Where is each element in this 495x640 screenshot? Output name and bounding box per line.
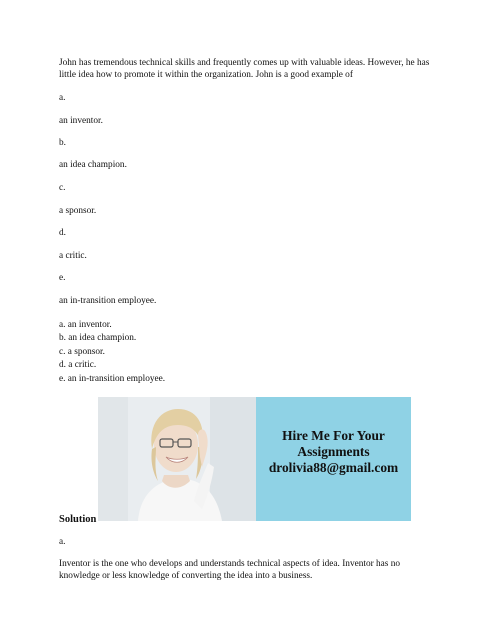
option-letter-b: b. [59, 138, 66, 148]
advert-line-1: Hire Me For Your [282, 428, 385, 443]
option-text-c: a sponsor. [59, 206, 97, 216]
option-text-a: an inventor. [59, 116, 103, 126]
summary-line-b: b. an idea champion. [59, 333, 137, 343]
question-text: John has tremendous technical skills and frequently comes up with valuable ideas. However, he has little idea how to promote it within the organization. John is a good example of [59, 58, 430, 80]
advert-email: drolivia88@gmail.com [268, 460, 399, 475]
option-text-e: an in-transition employee. [59, 296, 157, 306]
summary-line-d: d. a critic. [59, 360, 97, 370]
option-letter-a: a. [59, 93, 66, 103]
summary-line-e: e. an in-transition employee. [59, 374, 166, 384]
advertisement-banner [98, 397, 411, 521]
woman-photo [98, 397, 256, 521]
advert-line-2: Assignments [297, 444, 370, 459]
option-letter-e: e. [59, 273, 66, 283]
solution-heading: Solution [59, 514, 97, 525]
summary-line-a: a. an inventor. [59, 320, 112, 330]
option-letter-d: d. [59, 228, 66, 238]
solution-explanation: Inventor is the one who develops and understands technical aspects of idea. Inventor has no knowledge or less knowledge of converting the idea into a business. [59, 559, 401, 581]
advert-text-panel [256, 397, 411, 521]
option-letter-c: c. [59, 183, 66, 193]
option-text-d: a critic. [59, 251, 87, 261]
summary-line-c: c. a sponsor. [59, 347, 105, 357]
solution-answer: a. [59, 537, 66, 547]
option-text-b: an idea champion. [59, 160, 127, 170]
